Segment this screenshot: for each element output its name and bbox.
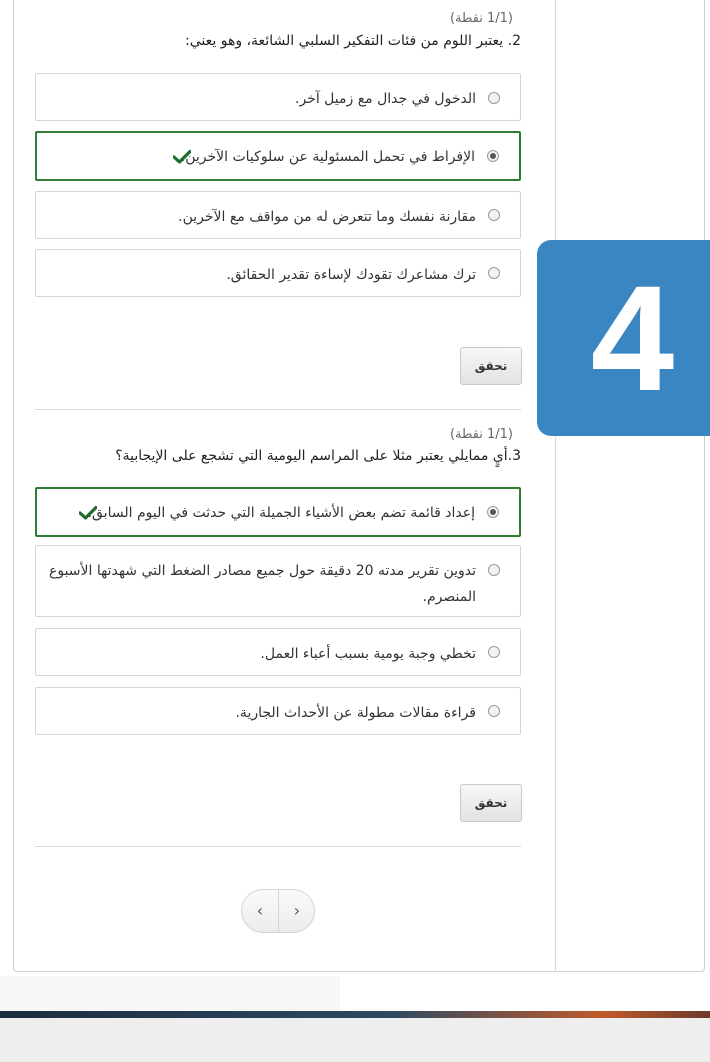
section-divider <box>35 846 521 847</box>
radio-button[interactable] <box>488 92 500 104</box>
q3-option-1[interactable] <box>35 487 521 537</box>
radio-button-selected[interactable] <box>487 506 499 518</box>
check-answer-button[interactable]: تحقق <box>460 347 522 385</box>
check-answer-button[interactable]: تحقق <box>460 784 522 822</box>
q2-option-1[interactable] <box>35 73 521 121</box>
footer-area <box>0 976 340 1011</box>
option-label: ترك مشاعرك تقودك لإساءة تقدير الحقائق. <box>226 267 476 283</box>
option-label: مقارنة نفسك وما تتعرض له من مواقف مع الآخرين. <box>178 209 476 225</box>
question-3-text: 3.أيٍ ممايلي يعتبر مثلا على المراسم اليومية التي تشجع على الإيجابية؟ <box>115 448 521 464</box>
footer-color-strip <box>0 1011 710 1018</box>
previous-page-button[interactable]: ‹ <box>256 901 264 920</box>
q2-option-4[interactable] <box>35 249 521 297</box>
section-divider <box>35 409 521 410</box>
radio-button[interactable] <box>488 267 500 279</box>
check-icon <box>79 506 97 520</box>
option-label: قراءة مقالات مطولة عن الأحداث الجارية. <box>235 705 476 721</box>
question-3-points: (1/1 نقطة) <box>449 427 513 442</box>
q3-option-2[interactable] <box>35 545 521 617</box>
radio-button[interactable] <box>488 646 500 658</box>
q2-option-3[interactable] <box>35 191 521 239</box>
question-2-text: 2. يعتبر اللوم من فئات التفكير السلبي الشائعة، وهو يعني: <box>185 33 521 49</box>
panel-divider <box>555 0 556 972</box>
step-number-badge: 4 <box>537 240 710 436</box>
option-label: إعداد قائمة تضم بعض الأشياء الجميلة التي حدثت في اليوم السابق. <box>87 505 475 521</box>
next-page-button[interactable]: › <box>293 901 301 920</box>
radio-button[interactable] <box>488 705 500 717</box>
q3-option-4[interactable] <box>35 687 521 735</box>
q2-option-2[interactable] <box>35 131 521 181</box>
check-icon <box>173 150 191 164</box>
option-label: تدوين تقرير مدته 20 دقيقة حول جميع مصادر الضغط التي شهدتها الأسبوع المنصرم. <box>49 563 476 605</box>
option-label: الدخول في جدال مع زميل آخر. <box>295 91 476 107</box>
radio-button[interactable] <box>488 564 500 576</box>
radio-button-selected[interactable] <box>487 150 499 162</box>
q3-option-3[interactable] <box>35 628 521 676</box>
option-label: تخطي وجبة يومية بسبب أعباء العمل. <box>260 646 476 662</box>
question-2-points: (1/1 نقطة) <box>449 11 513 26</box>
radio-button[interactable] <box>488 209 500 221</box>
option-label: الإفراط في تحمل المسئولية عن سلوكيات الآخرين. <box>180 149 475 165</box>
footer-bar <box>0 1018 710 1062</box>
pagination-control <box>241 889 315 933</box>
